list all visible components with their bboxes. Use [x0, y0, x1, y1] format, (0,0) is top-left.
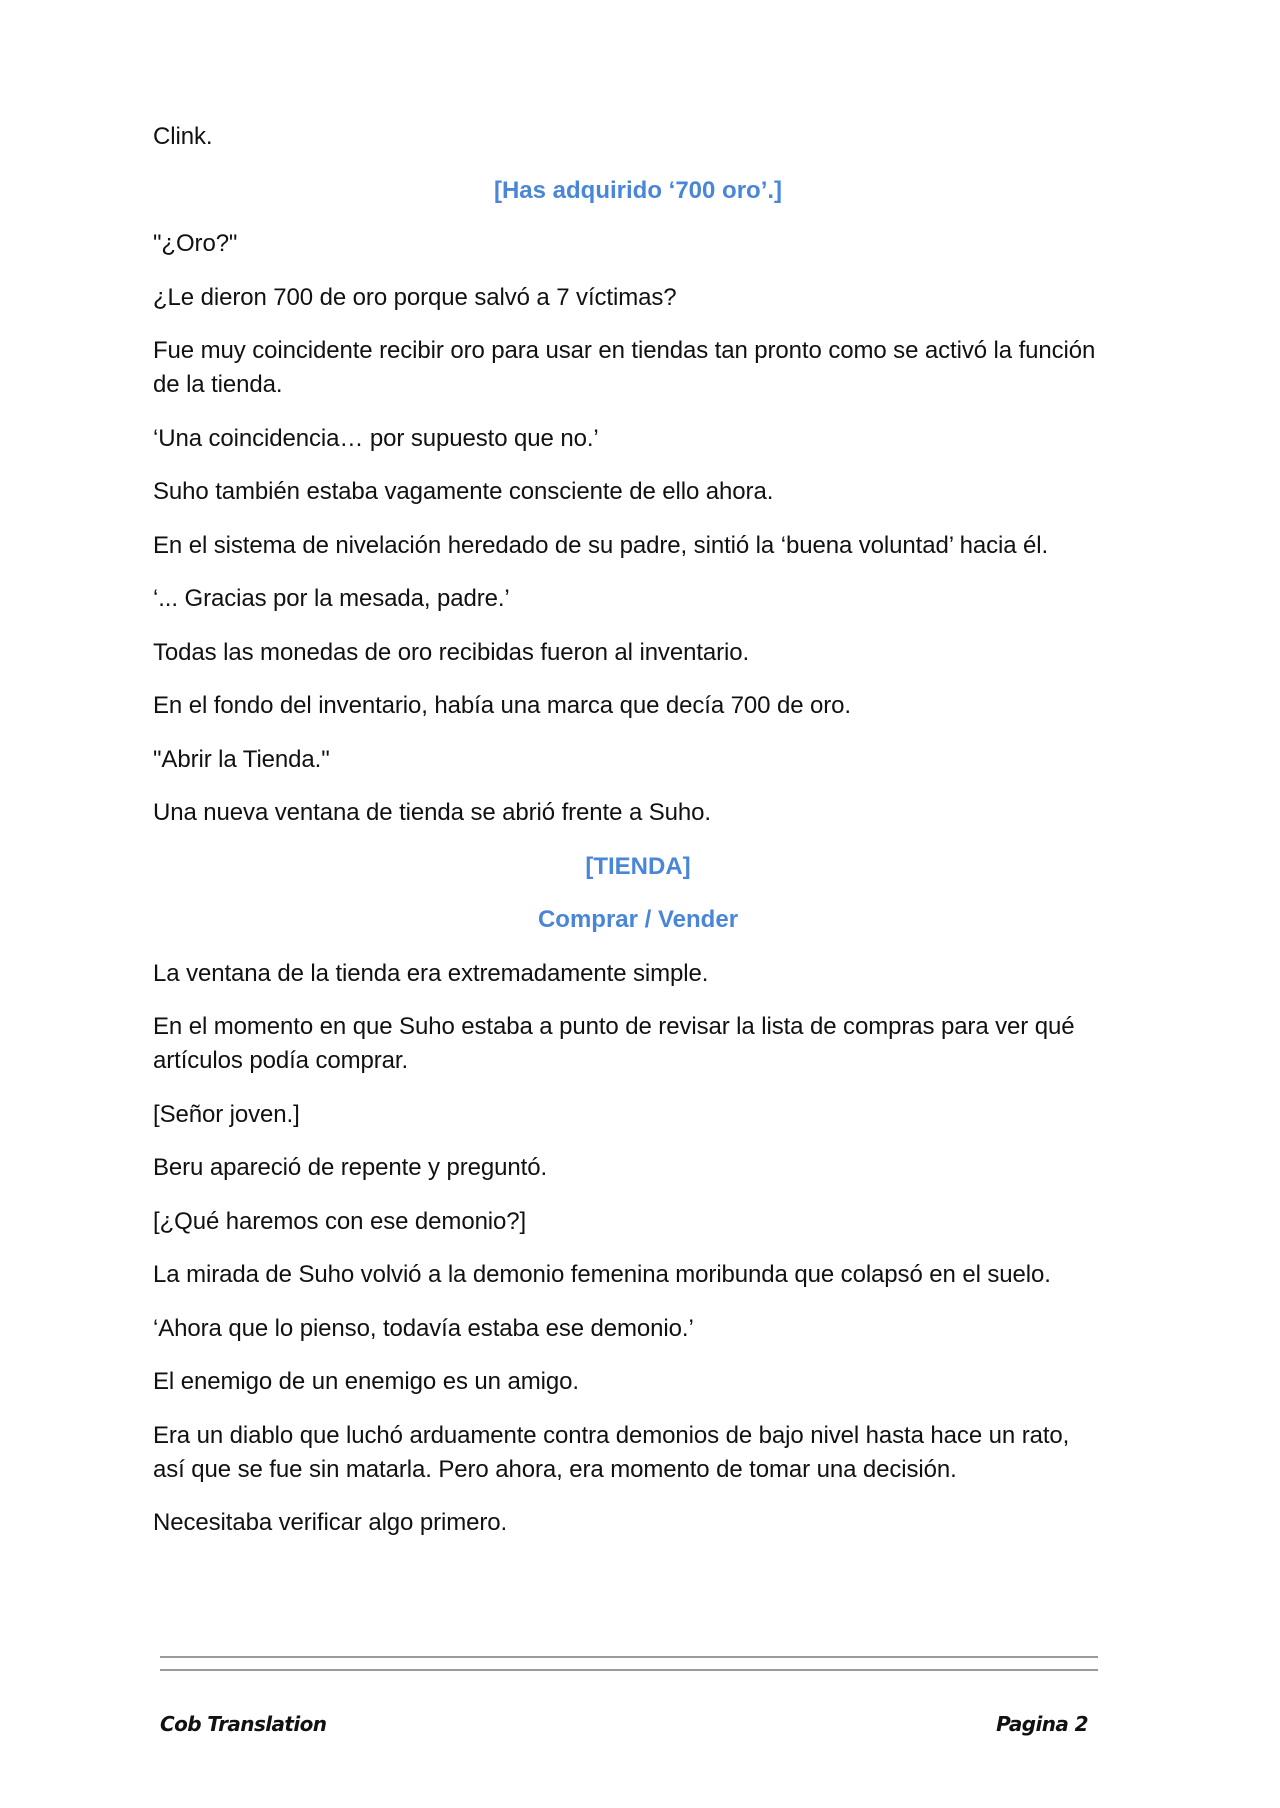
paragraph: Clink.	[153, 123, 213, 150]
document-page	[153, 120, 1103, 1560]
paragraph: En el sistema de nivelación heredado de su padre, sintió la ‘buena voluntad’ hacia él.	[153, 531, 1049, 559]
footer-page-number: Pagina 2	[996, 1712, 1088, 1736]
paragraph: Una nueva ventana de tienda se abrió frente a Suho.	[153, 799, 711, 826]
paragraph: Suho también estaba vagamente consciente de ello ahora.	[153, 478, 774, 505]
paragraph: Beru apareció de repente y preguntó.	[153, 1154, 548, 1181]
paragraph: Necesitaba verificar algo primero.	[153, 1509, 508, 1536]
paragraph: [¿Qué haremos con ese demonio?]	[153, 1207, 527, 1235]
system-message: [Has adquirido ‘700 oro’.]	[493, 176, 783, 204]
system-window-title: [TIENDA]	[585, 852, 691, 880]
paragraph: Era un diablo que luchó arduamente contra demonios de bajo nivel hasta hace un rato, así que se fue sin matarla. Pero ahora, era momento de tomar una decisión.	[153, 1421, 1070, 1483]
footer-divider	[160, 1669, 1098, 1671]
paragraph: La mirada de Suho volvió a la demonio femenina moribunda que colapsó en el suelo.	[153, 1261, 1051, 1288]
paragraph: Fue muy coincidente recibir oro para usar en tiendas tan pronto como se activó la función de la tienda.	[153, 337, 1096, 398]
paragraph: ‘Ahora que lo pienso, todavía estaba ese demonio.’	[153, 1314, 694, 1342]
paragraph: ¿Le dieron 700 de oro porque salvó a 7 víctimas?	[153, 283, 677, 311]
paragraph: ‘... Gracias por la mesada, padre.’	[153, 585, 510, 612]
system-window-options: Comprar / Vender	[537, 906, 739, 933]
paragraph: "¿Oro?"	[153, 230, 238, 257]
paragraph: Todas las monedas de oro recibidas fueron al inventario.	[153, 638, 750, 666]
paragraph: En el momento en que Suho estaba a punto de revisar la lista de compras para ver qué artículos podía comprar.	[153, 1013, 1075, 1074]
paragraph: [Señor joven.]	[153, 1100, 300, 1128]
paragraph: "Abrir la Tienda."	[153, 745, 330, 773]
paragraph: El enemigo de un enemigo es un amigo.	[153, 1368, 579, 1395]
paragraph: ‘Una coincidencia… por supuesto que no.’	[153, 424, 599, 452]
paragraph: La ventana de la tienda era extremadamente simple.	[153, 959, 709, 987]
paragraph: En el fondo del inventario, había una marca que decía 700 de oro.	[153, 692, 851, 719]
footer-translator-credit: Cob Translation	[160, 1712, 327, 1736]
page-footer	[160, 1712, 1088, 1736]
footer-divider	[160, 1656, 1098, 1658]
